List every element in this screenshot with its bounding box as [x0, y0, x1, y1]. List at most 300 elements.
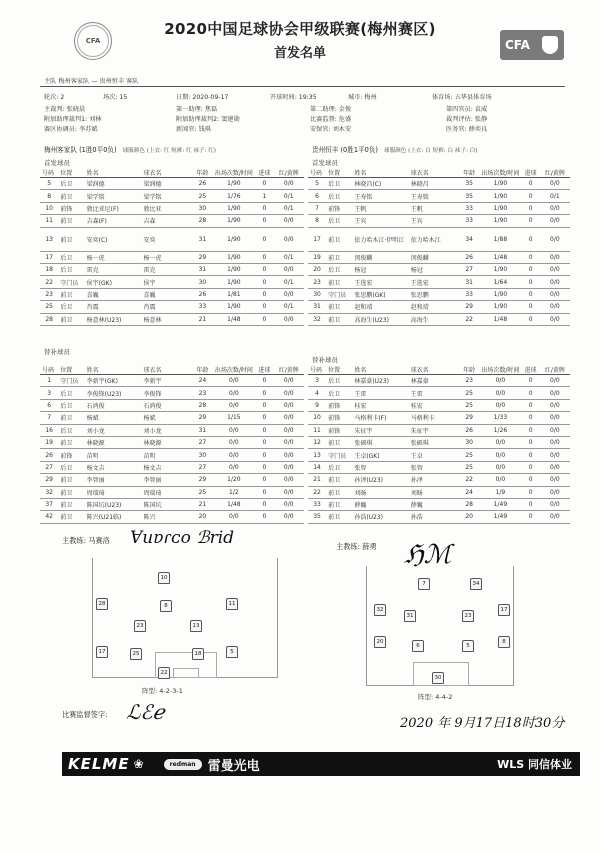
- player-cell: 前卫: [326, 313, 352, 325]
- player-cell: 前卫: [326, 227, 352, 251]
- player-cell: 王宾: [409, 215, 459, 227]
- player-row: [40, 511, 304, 523]
- player-cell: 后卫: [326, 263, 352, 275]
- player-cell: 0: [522, 486, 540, 498]
- player-cell: 29: [192, 251, 212, 263]
- player-cell: 王帆: [409, 202, 459, 214]
- player-cell: 后卫: [58, 263, 84, 275]
- player-cell: 0/0: [540, 288, 570, 300]
- player-cell: 29: [192, 412, 212, 424]
- player-cell: 陈国坑: [142, 498, 193, 510]
- player-cell: 13: [40, 227, 58, 251]
- player-cell: 刘小龙: [85, 424, 142, 436]
- player-cell: 20: [192, 511, 212, 523]
- column-header: 出场次数/时间: [213, 168, 256, 178]
- player-cell: 1/2: [213, 486, 256, 498]
- player-cell: 孙浩(U23): [352, 511, 408, 523]
- away-shirt-7: 7: [418, 578, 430, 590]
- player-cell: 1/48: [213, 498, 256, 510]
- player-cell: 0/0: [273, 412, 304, 424]
- player-cell: 前卫: [326, 276, 352, 288]
- home-shirt-25: 25: [130, 648, 142, 660]
- player-cell: 前卫: [326, 436, 352, 448]
- player-cell: 敦比亚尼(F): [85, 202, 142, 214]
- player-cell: 35: [308, 511, 326, 523]
- player-cell: 10: [40, 202, 58, 214]
- player-cell: 1/90: [213, 251, 256, 263]
- player-cell: 27: [40, 461, 58, 473]
- player-row: [308, 474, 570, 486]
- player-cell: 0/0: [540, 301, 570, 313]
- player-cell: 0/0: [213, 387, 256, 399]
- away-starters-table: [308, 168, 570, 326]
- handwritten-date: 2020 年 9月17日18时30分: [400, 716, 565, 731]
- home-subs-label: 替补球员: [44, 348, 70, 356]
- player-cell: 0/0: [273, 399, 304, 411]
- player-cell: 后卫: [58, 399, 84, 411]
- player-cell: 梁学铭: [85, 190, 142, 202]
- sponsor-banner: [62, 752, 580, 776]
- player-cell: 刘小龙: [142, 424, 193, 436]
- player-cell: 1/90: [479, 288, 521, 300]
- column-header: 号码: [308, 365, 326, 375]
- player-cell: 朱征宇: [409, 424, 459, 436]
- column-header: 球衣名: [409, 365, 459, 375]
- player-cell: 前卫: [58, 486, 84, 498]
- home-shirt-17: 17: [96, 646, 108, 658]
- player-cell: 25: [459, 449, 479, 461]
- player-cell: 雷克: [142, 263, 193, 275]
- player-cell: 守门员: [326, 449, 352, 461]
- player-cell: 1/64: [479, 276, 521, 288]
- player-cell: 依力哈木江·伊明江: [352, 227, 408, 251]
- player-cell: 0/0: [540, 251, 570, 263]
- player-row: [308, 190, 570, 202]
- home-shirt-10: 10: [158, 572, 170, 584]
- redman-logo: 雷曼光电: [207, 758, 260, 774]
- away-subs-label: 替补球员: [312, 356, 338, 364]
- player-cell: 杨意林: [142, 313, 193, 325]
- player-cell: 0/1: [273, 301, 304, 313]
- fourth-official: 第四官员: 袁威: [446, 106, 488, 113]
- player-cell: 闵俊麟: [409, 251, 459, 263]
- column-header: 年龄: [459, 168, 479, 178]
- player-cell: 前卫: [58, 227, 84, 251]
- home-shirt-8: 8: [160, 600, 172, 612]
- home-shirt-22: 22: [158, 667, 170, 679]
- cfa-emblem-text: CFA: [85, 37, 101, 45]
- column-header: 号码: [40, 365, 58, 375]
- player-cell: 0/0: [540, 511, 570, 523]
- player-cell: 0/0: [540, 227, 570, 251]
- column-header: 姓名: [352, 168, 408, 178]
- player-cell: 1/33: [479, 412, 521, 424]
- player-cell: 0/0: [273, 387, 304, 399]
- kickoff-time: 开球时间: 19:35: [270, 94, 317, 101]
- player-cell: 0: [522, 178, 540, 190]
- player-cell: 0: [522, 474, 540, 486]
- player-cell: 21: [192, 313, 212, 325]
- player-cell: 前锋: [326, 412, 352, 424]
- player-cell: 杨一虎: [85, 251, 142, 263]
- player-cell: 1: [40, 375, 58, 387]
- player-cell: 李俊锋: [142, 387, 193, 399]
- player-cell: 李俊锋(U23): [85, 387, 142, 399]
- player-cell: 0: [522, 449, 540, 461]
- player-cell: 高海生: [409, 313, 459, 325]
- player-cell: 20: [459, 511, 479, 523]
- column-header: 球衣名: [142, 168, 193, 178]
- home-team-header: [44, 144, 216, 154]
- player-cell: 35: [459, 190, 479, 202]
- player-cell: 林嘉豪(U23): [352, 375, 408, 387]
- player-cell: 陈兴: [142, 511, 193, 523]
- player-cell: 17: [308, 227, 326, 251]
- home-coach-signature: Ɐuɐɾᴄo ℬrid: [130, 528, 235, 548]
- column-header: 位置: [58, 365, 84, 375]
- player-row: [40, 202, 304, 214]
- player-cell: 高海生(U23): [352, 313, 408, 325]
- player-cell: 29: [40, 474, 58, 486]
- player-cell: 32: [308, 313, 326, 325]
- player-cell: 刘旸: [352, 486, 408, 498]
- home-subs-table: [40, 365, 304, 524]
- player-cell: 石鸿俊: [85, 399, 142, 411]
- player-cell: 33: [459, 288, 479, 300]
- player-cell: 22: [459, 474, 479, 486]
- player-cell: 14: [308, 461, 326, 473]
- player-row: [308, 424, 570, 436]
- player-cell: 0/0: [273, 449, 304, 461]
- player-cell: 0/0: [479, 436, 521, 448]
- player-cell: 0: [255, 276, 273, 288]
- player-cell: 王选宏: [352, 276, 408, 288]
- column-header: 进球: [522, 365, 540, 375]
- player-row: [40, 276, 304, 288]
- player-row: [308, 387, 570, 399]
- player-cell: 28: [40, 313, 58, 325]
- column-header: 红/黄牌: [273, 168, 304, 178]
- home-starters-table: [40, 168, 304, 326]
- player-row: [40, 215, 304, 227]
- player-cell: 5: [40, 178, 58, 190]
- player-cell: 25: [192, 190, 212, 202]
- player-cell: 前卫: [58, 190, 84, 202]
- player-cell: 前卫: [326, 511, 352, 523]
- player-cell: 0: [522, 498, 540, 510]
- player-cell: 1/90: [213, 202, 256, 214]
- player-cell: 0/0: [540, 461, 570, 473]
- player-cell: 0: [522, 301, 540, 313]
- player-cell: 林嘉豪: [409, 375, 459, 387]
- player-cell: 0/0: [540, 436, 570, 448]
- player-cell: 后卫: [58, 178, 84, 190]
- cfa-logo-icon: [500, 30, 564, 60]
- player-cell: 0: [255, 387, 273, 399]
- player-cell: 0/0: [273, 178, 304, 190]
- away-starters-label: 首发球员: [312, 159, 338, 167]
- away-formation: 阵型: 4-4-2: [418, 693, 453, 701]
- referee: 主裁判: 张晓晨: [44, 106, 86, 113]
- player-cell: 张智: [352, 461, 408, 473]
- redman-badge-icon: redman: [164, 759, 202, 770]
- player-cell: 杨斌: [142, 412, 193, 424]
- column-header: 出场次数/时间: [479, 168, 521, 178]
- player-cell: 1/90: [213, 227, 256, 251]
- assistant-1: 第一助理: 焦磊: [176, 106, 218, 113]
- player-cell: 孙泽: [409, 474, 459, 486]
- player-cell: 30: [308, 288, 326, 300]
- player-cell: 1/49: [479, 511, 521, 523]
- player-cell: 刘旸: [409, 486, 459, 498]
- player-cell: 21: [192, 498, 212, 510]
- player-row: [308, 313, 570, 325]
- player-cell: 王选宏: [409, 276, 459, 288]
- player-cell: 前卫: [58, 412, 84, 424]
- player-cell: 喜巍: [85, 288, 142, 300]
- player-cell: 0/0: [273, 461, 304, 473]
- player-cell: 1/90: [479, 301, 521, 313]
- player-cell: 8: [308, 215, 326, 227]
- player-cell: 0/0: [479, 375, 521, 387]
- player-cell: 前锋: [58, 202, 84, 214]
- player-cell: 桂宏: [409, 399, 459, 411]
- player-row: [40, 190, 304, 202]
- player-cell: 31: [192, 227, 212, 251]
- player-cell: 后卫: [58, 461, 84, 473]
- player-row: [40, 436, 304, 448]
- player-cell: 朱征宇: [352, 424, 408, 436]
- player-cell: 0/0: [540, 474, 570, 486]
- player-cell: 苗明: [85, 449, 142, 461]
- away-shirt-6: 6: [412, 640, 424, 652]
- player-cell: 林晓昌(C): [352, 178, 408, 190]
- player-cell: 侯宇: [142, 276, 193, 288]
- away-coach-signature: ℌℳ: [404, 540, 452, 570]
- player-cell: 1/90: [479, 178, 521, 190]
- home-coach: 主教练: 马赛洛: [62, 536, 110, 545]
- player-cell: 前卫: [326, 474, 352, 486]
- player-cell: 王卓(GK): [352, 449, 408, 461]
- player-cell: 0: [522, 263, 540, 275]
- column-header: 红/黄牌: [540, 168, 570, 178]
- player-cell: 0: [255, 263, 273, 275]
- player-cell: 王卓: [409, 449, 459, 461]
- player-cell: 26: [192, 288, 212, 300]
- player-cell: 肖震: [142, 301, 193, 313]
- player-cell: 0/0: [479, 449, 521, 461]
- medical-officer: 医务官: 薛奕良: [446, 126, 488, 133]
- player-cell: 孙浩: [409, 511, 459, 523]
- player-cell: 0/0: [540, 498, 570, 510]
- player-cell: 侯宇(GK): [85, 276, 142, 288]
- player-cell: 0: [255, 202, 273, 214]
- column-header: 姓名: [85, 168, 142, 178]
- player-cell: 1/9: [479, 486, 521, 498]
- column-header: 位置: [326, 168, 352, 178]
- player-cell: 0: [255, 399, 273, 411]
- player-cell: 0/0: [540, 424, 570, 436]
- cfa-logo-text: CFA: [505, 38, 530, 52]
- player-cell: 前锋: [326, 424, 352, 436]
- home-shirt-18: 18: [192, 648, 204, 660]
- player-cell: 吉森: [142, 215, 193, 227]
- player-cell: 0/0: [273, 498, 304, 510]
- home-formation: 阵型: 4-2-3-1: [142, 687, 183, 695]
- player-cell: 1/90: [213, 276, 256, 288]
- player-cell: 11: [308, 424, 326, 436]
- player-cell: 30: [192, 202, 212, 214]
- column-header: 年龄: [459, 365, 479, 375]
- column-header: 进球: [255, 365, 273, 375]
- paw-icon: ❀: [133, 757, 144, 771]
- player-cell: 梁润德: [85, 178, 142, 190]
- player-cell: 0/0: [213, 461, 256, 473]
- player-cell: 22: [40, 276, 58, 288]
- player-cell: 桂宏: [352, 399, 408, 411]
- player-row: [40, 498, 304, 510]
- player-cell: 0: [522, 511, 540, 523]
- player-cell: 0: [255, 251, 273, 263]
- player-cell: 0/0: [540, 215, 570, 227]
- player-cell: 0: [255, 436, 273, 448]
- player-row: [40, 375, 304, 387]
- player-cell: 25: [459, 387, 479, 399]
- player-cell: 杨冠: [352, 263, 408, 275]
- player-cell: 0/0: [540, 202, 570, 214]
- player-cell: 0/0: [540, 276, 570, 288]
- player-cell: 23: [308, 276, 326, 288]
- player-cell: 薛巍: [352, 498, 408, 510]
- player-cell: 0/0: [273, 313, 304, 325]
- supervisor-signature: ℒℰℯ: [126, 700, 165, 724]
- player-cell: 依力哈木江: [409, 227, 459, 251]
- player-cell: 0/0: [479, 461, 521, 473]
- player-cell: 安奕: [142, 227, 193, 251]
- column-header: 年龄: [192, 365, 212, 375]
- player-cell: 0/0: [479, 474, 521, 486]
- player-row: [308, 301, 570, 313]
- player-cell: 0/0: [213, 399, 256, 411]
- player-cell: 11: [40, 215, 58, 227]
- player-cell: 0: [255, 178, 273, 190]
- player-cell: 1/20: [213, 474, 256, 486]
- player-cell: 13: [308, 449, 326, 461]
- player-cell: 0: [522, 190, 540, 202]
- player-cell: 3: [40, 387, 58, 399]
- player-cell: 26: [40, 449, 58, 461]
- player-cell: 4: [308, 387, 326, 399]
- player-cell: 张硕琪: [352, 436, 408, 448]
- player-cell: 30: [192, 276, 212, 288]
- security-officer: 安保官: 刘木安: [310, 126, 352, 133]
- player-row: [308, 178, 570, 190]
- away-coach: 主教练: 薛勇: [336, 542, 377, 551]
- player-cell: 28: [192, 215, 212, 227]
- player-cell: 0: [255, 498, 273, 510]
- player-cell: 李新宇: [142, 375, 193, 387]
- player-cell: 后卫: [326, 461, 352, 473]
- player-cell: 33: [459, 215, 479, 227]
- player-cell: 31: [459, 276, 479, 288]
- player-cell: 0/0: [273, 424, 304, 436]
- player-cell: 19: [308, 251, 326, 263]
- player-cell: 后卫: [58, 301, 84, 313]
- player-cell: 26: [192, 178, 212, 190]
- player-cell: 22: [308, 486, 326, 498]
- player-cell: 31: [192, 424, 212, 436]
- player-cell: 0: [255, 288, 273, 300]
- player-row: [308, 227, 570, 251]
- media-officer: 新闻官: 钱琪: [176, 126, 211, 133]
- home-shirt-5: 5: [226, 646, 238, 658]
- player-cell: 杨冠: [409, 263, 459, 275]
- player-row: [40, 387, 304, 399]
- away-shirt-23: 23: [462, 610, 474, 622]
- player-cell: 0/0: [213, 449, 256, 461]
- match-commissioner: 比赛监督: 危盛: [310, 116, 352, 123]
- player-cell: 后卫: [326, 178, 352, 190]
- player-row: [40, 313, 304, 325]
- player-cell: 0: [522, 313, 540, 325]
- player-cell: 24: [192, 375, 212, 387]
- player-cell: 王宾: [352, 215, 408, 227]
- player-cell: 0/0: [540, 449, 570, 461]
- player-cell: 陈兴(U21临): [85, 511, 142, 523]
- away-formation-pitch: [366, 566, 514, 686]
- player-cell: 孙泽(U23): [352, 474, 408, 486]
- player-cell: 0: [522, 387, 540, 399]
- player-cell: 安奕(C): [85, 227, 142, 251]
- away-shirt-8: 8: [498, 636, 510, 648]
- player-cell: 0: [255, 227, 273, 251]
- player-cell: 0/0: [540, 178, 570, 190]
- player-cell: 0/0: [273, 474, 304, 486]
- player-cell: 29: [192, 474, 212, 486]
- player-cell: 26: [459, 424, 479, 436]
- home-formation-pitch: [92, 558, 278, 678]
- round: 轮次: 2: [44, 94, 65, 101]
- player-cell: 后卫: [326, 387, 352, 399]
- player-cell: 0/0: [540, 412, 570, 424]
- column-header: 红/黄牌: [273, 365, 304, 375]
- away-shirt-5: 5: [462, 640, 474, 652]
- player-cell: 前卫: [326, 498, 352, 510]
- player-cell: 0: [255, 412, 273, 424]
- player-cell: 周瑞琦: [85, 486, 142, 498]
- player-cell: 林晓源: [85, 436, 142, 448]
- player-cell: 0: [522, 461, 540, 473]
- game-no: 场次: 15: [103, 94, 128, 101]
- away-shirt-30: 30: [432, 672, 444, 684]
- player-cell: 1/90: [479, 202, 521, 214]
- player-row: [40, 461, 304, 473]
- away-shirt-31: 31: [404, 610, 416, 622]
- player-cell: 29: [459, 412, 479, 424]
- player-cell: 1/90: [479, 263, 521, 275]
- column-header: 号码: [308, 168, 326, 178]
- player-cell: 0/0: [213, 375, 256, 387]
- player-cell: 薛巍: [409, 498, 459, 510]
- player-cell: 前卫: [58, 474, 84, 486]
- player-row: [308, 215, 570, 227]
- player-row: [308, 449, 570, 461]
- player-cell: 0: [255, 313, 273, 325]
- player-cell: 后卫: [58, 387, 84, 399]
- home-shirt-11: 11: [226, 598, 238, 610]
- player-cell: 17: [40, 251, 58, 263]
- away-shirt-32: 32: [374, 604, 386, 616]
